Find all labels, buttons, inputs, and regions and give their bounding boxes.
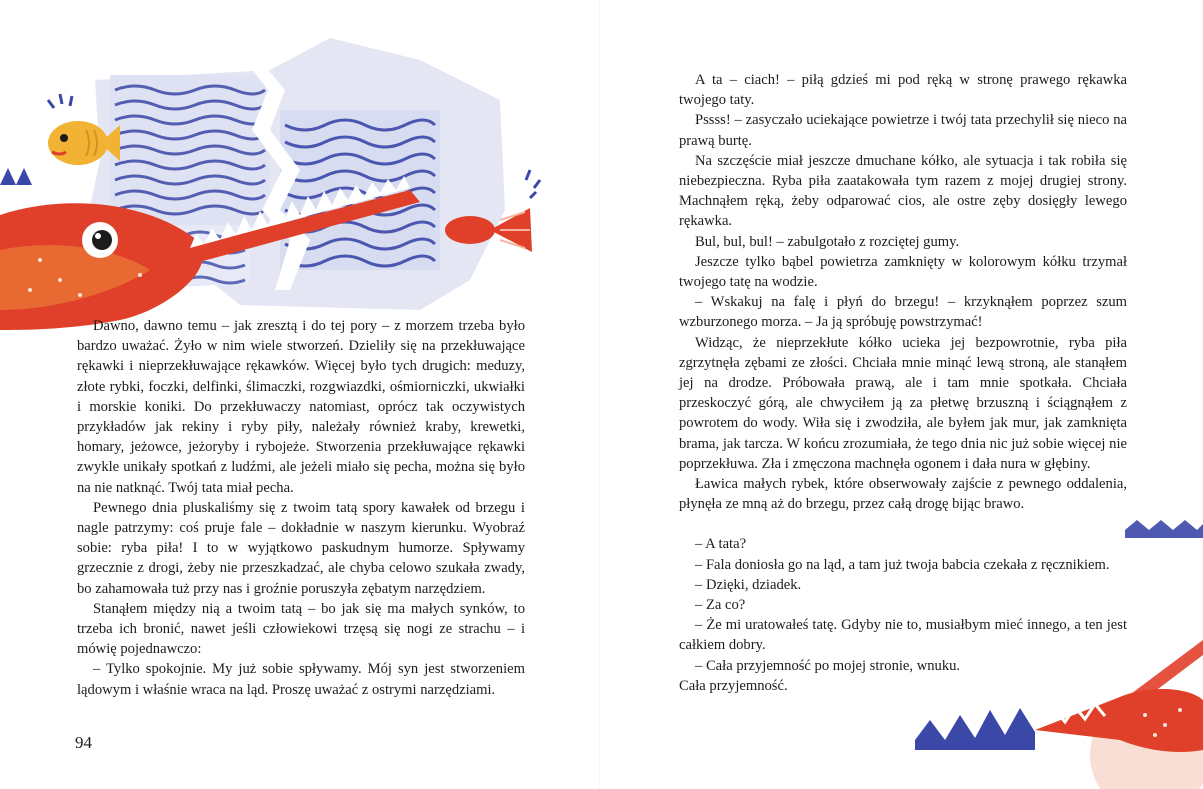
paragraph: Jeszcze tylko bąbel powietrza zamknięty w kolorowym kółku trzymał twojego tatę na wodzie.	[679, 253, 1127, 291]
paragraph: Bul, bul, bul! – zabulgotało z rozciętej gumy.	[695, 233, 960, 250]
dialogue-line: – Cała przyjemność po mojej stronie, wnuku.	[695, 657, 961, 674]
right-page	[600, 0, 1203, 789]
paragraph: Pewnego dnia pluskaliśmy się z twoim tatą spory kawałek od brzegu i nagle patrzymy: coś pruje fale – dokładnie w naszym kierunku. Wyobraź sobie: ryba piła! I to w wyjątkowo paskudnym humorze. Spływamy grzecznie z drogi, żeby nie przeszkadzać, ale chyba celowo szukała zwady, bo zahamowała tuż przy nas i groźnie poruszyła zębatym narzędziem.	[77, 499, 525, 597]
dialogue-line: – Że mi uratowałeś tatę. Gdyby nie to, musiałbym mieć innego, a ten jest całkiem dobry.	[679, 617, 1127, 654]
paragraph: Ławica małych rybek, które obserwowały zajście z pewnego oddalenia, płynęła ze mną aż do brzegu, przez całą drogę bijąc brawo.	[679, 476, 1127, 513]
sawfish-small	[1035, 640, 1203, 752]
wave-patch-left	[110, 75, 270, 225]
dialogue-line: – Fala doniosła go na ląd, a tam już twoja babcia czekała z ręcznikiem.	[695, 556, 1110, 573]
zigzag-left	[0, 168, 32, 185]
dialogue-line: – Dzięki, dziadek.	[695, 576, 802, 593]
zigzag-top	[1125, 520, 1203, 538]
paragraph: – Wskakuj na falę i płyń do brzegu! – krzyknąłem poprzez szum wzburzonego morza. – Ja ją spróbuję powstrzymać!	[679, 294, 1127, 331]
paragraph: Dawno, dawno temu – jak zresztą i do tej pory – z morzem trzeba było bardzo uważać. Żyło w nim wiele stworzeń. Dzieliły się na przekłuwające rękawki i nieprzekłuwające rękawków. Więcej było tych drugich: meduzy, złote rybki, foczki, delfinki, ślimaczki, rozgwiazdki, ośmiorniczki, ukwiałki i morskie koniki. Do przekłuwaczy natomiast, oprócz tak oczywistych przykładów jak rekiny i ryby piły, należały również kraby, krewetki, homary, jeżowce, jeżoryby i rybojeże. Stworzenia przekłuwające rękawki zwykle unikały spotkań z ludźmi, ale jeżeli miało się pecha, można się było na nie natknąć. Twój tata miał pecha.	[77, 318, 525, 496]
page-number: 94	[75, 733, 92, 752]
splash-mark-right	[526, 170, 540, 198]
left-page	[0, 0, 600, 789]
left-page-text	[77, 316, 525, 700]
paragraph: – Tylko spokojnie. My już sobie spływamy. Mój syn jest stworzeniem lądowym i właśnie wraca na ląd. Proszę uważać z ostrymi narzędziami.	[77, 661, 525, 698]
paragraph: Na szczęście miał jeszcze dmuchane kółko, ale sytuacja i tak robiła się niebezpieczna. Ryba piła zaatakowała tym razem z mojej drugiej strony. Machnąłem ręką, żeby odparować cios, ale ostre zęby dosięgły lewego rękawka.	[679, 152, 1127, 230]
paragraph: Widząc, że nieprzekłute kółko ucieka jej bezpowrotnie, ryba piła zgrzytnęła zębami ze złości. Chciała mnie minąć lewą stroną, ale stanąłem jej na drodze. Próbowała prawą, ale i tam mnie spotkała. Chciała przeskoczyć górą, ale chwyciłem ją za płetwę brzuszną i ściągnąłem z powrotem do wody. Wiła się i zwodziła, ale byłem jak mur, jak zamknięta brama, jak tarcza. W końcu zrozumiała, że tego dnia nic już sobie więcej nie poprzekłuwa. Zła i zmęczona machnęła ogonem i dała nura w głębiny.	[679, 334, 1127, 472]
paragraph: Pssss! – zasyczało uciekające powietrze i twój tata przechylił się nieco na prawą burtę.	[679, 112, 1127, 149]
splash-mark	[48, 94, 72, 108]
dialogue-line: – Za co?	[695, 597, 746, 614]
sawfish-illustration-bottom	[915, 510, 1203, 789]
dialogue-line: – A tata?	[695, 536, 747, 553]
paragraph: Stanąłem między nią a twoim tatą – bo jak się ma małych synków, to trzeba ich bronić, nawet jeśli człowiekowi trzęsą się nogi ze strachu – i mówię pojednawczo:	[77, 600, 525, 658]
zigzag-bottom	[915, 708, 1035, 750]
sawfish-illustration	[0, 30, 560, 330]
closing-line: Cała przyjemność.	[679, 677, 788, 694]
paragraph: A ta – ciach! – piłą gdzieś mi pod ręką w stronę prawego rękawka twojego taty.	[679, 72, 1127, 109]
